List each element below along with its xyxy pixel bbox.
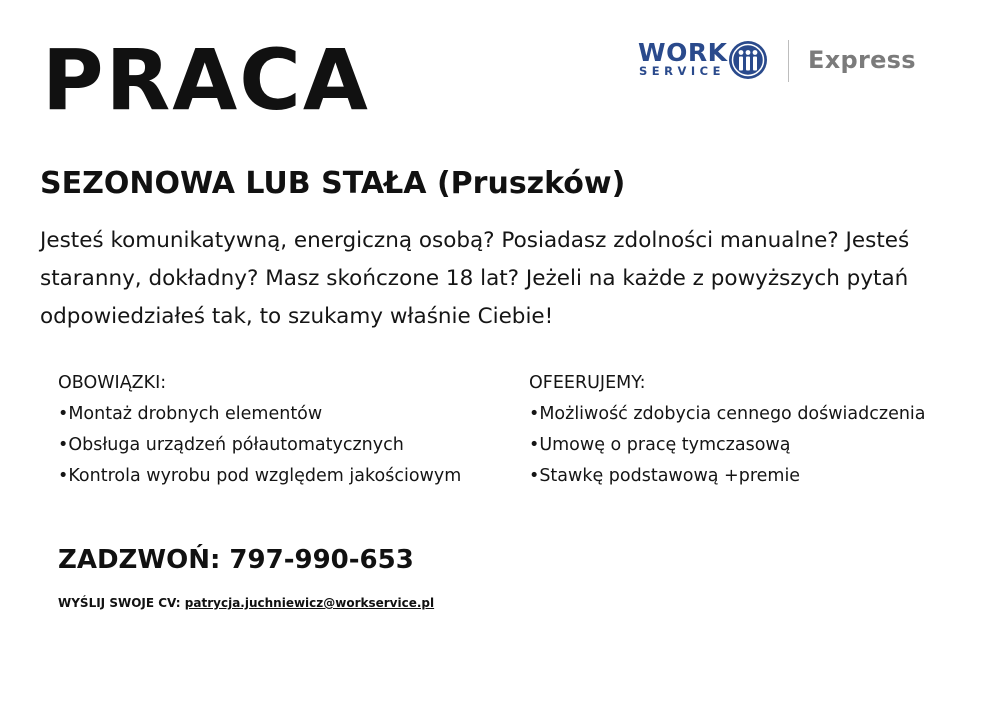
- company-logo: [636, 36, 946, 86]
- list-item: [58, 430, 520, 461]
- benefit-text: Możliwość zdobycia cennego doświadczenia: [539, 404, 926, 424]
- bullet-icon: •: [529, 466, 540, 486]
- list-item: [529, 399, 979, 430]
- duty-text: Montaż drobnych elementów: [68, 404, 323, 424]
- email-link[interactable]: patrycja.juchniewicz@workservice.pl: [184, 596, 435, 610]
- duties-section: [58, 368, 520, 492]
- duty-text: Kontrola wyrobu pod względem jakościowym: [68, 466, 462, 486]
- list-item: [58, 399, 520, 430]
- logo-brand-word: WORK: [638, 38, 728, 67]
- call-line: [58, 540, 414, 580]
- list-item: [529, 461, 979, 492]
- logo-divider: [788, 40, 789, 82]
- duty-text: Obsługa urządzeń półautomatycznych: [68, 435, 404, 455]
- logo-brand-sub: SERVICE: [639, 64, 725, 78]
- call-label: ZADZWOŃ:: [58, 545, 221, 575]
- bullet-icon: •: [58, 435, 69, 455]
- position-subtitle: SEZONOWA LUB STAŁA (Pruszków): [40, 166, 626, 201]
- logo-partner-word: Express: [808, 46, 916, 74]
- intro-paragraph: Jesteś komunikatywną, energiczną osobą? Posiadasz zdolności manualne? Jesteś staranny, dokładny? Masz skończone 18 lat? Jeżeli na każde z powyższych pytań odpowiedziałeś tak, to szukamy właśnie Ciebie!: [40, 228, 910, 329]
- list-item: [529, 430, 979, 461]
- duties-heading: OBOWIĄZKI:: [58, 373, 167, 393]
- benefits-heading: OFEERUJEMY:: [529, 373, 646, 393]
- people-badge-icon: [728, 40, 768, 80]
- bullet-icon: •: [529, 404, 540, 424]
- benefit-text: Stawkę podstawową +premie: [539, 466, 801, 486]
- benefit-text: Umowę o pracę tymczasową: [539, 435, 791, 455]
- benefits-list: [529, 399, 979, 492]
- poster-headline: PRACA: [42, 31, 370, 129]
- bullet-icon: •: [58, 466, 69, 486]
- bullet-icon: •: [58, 404, 69, 424]
- cv-label: WYŚLIJ SWOJE CV:: [58, 596, 181, 610]
- list-item: [58, 461, 520, 492]
- duties-list: [58, 399, 520, 492]
- cv-line: [58, 594, 434, 612]
- bullet-icon: •: [529, 435, 540, 455]
- benefits-section: [529, 368, 979, 492]
- phone-number[interactable]: 797-990-653: [229, 545, 414, 575]
